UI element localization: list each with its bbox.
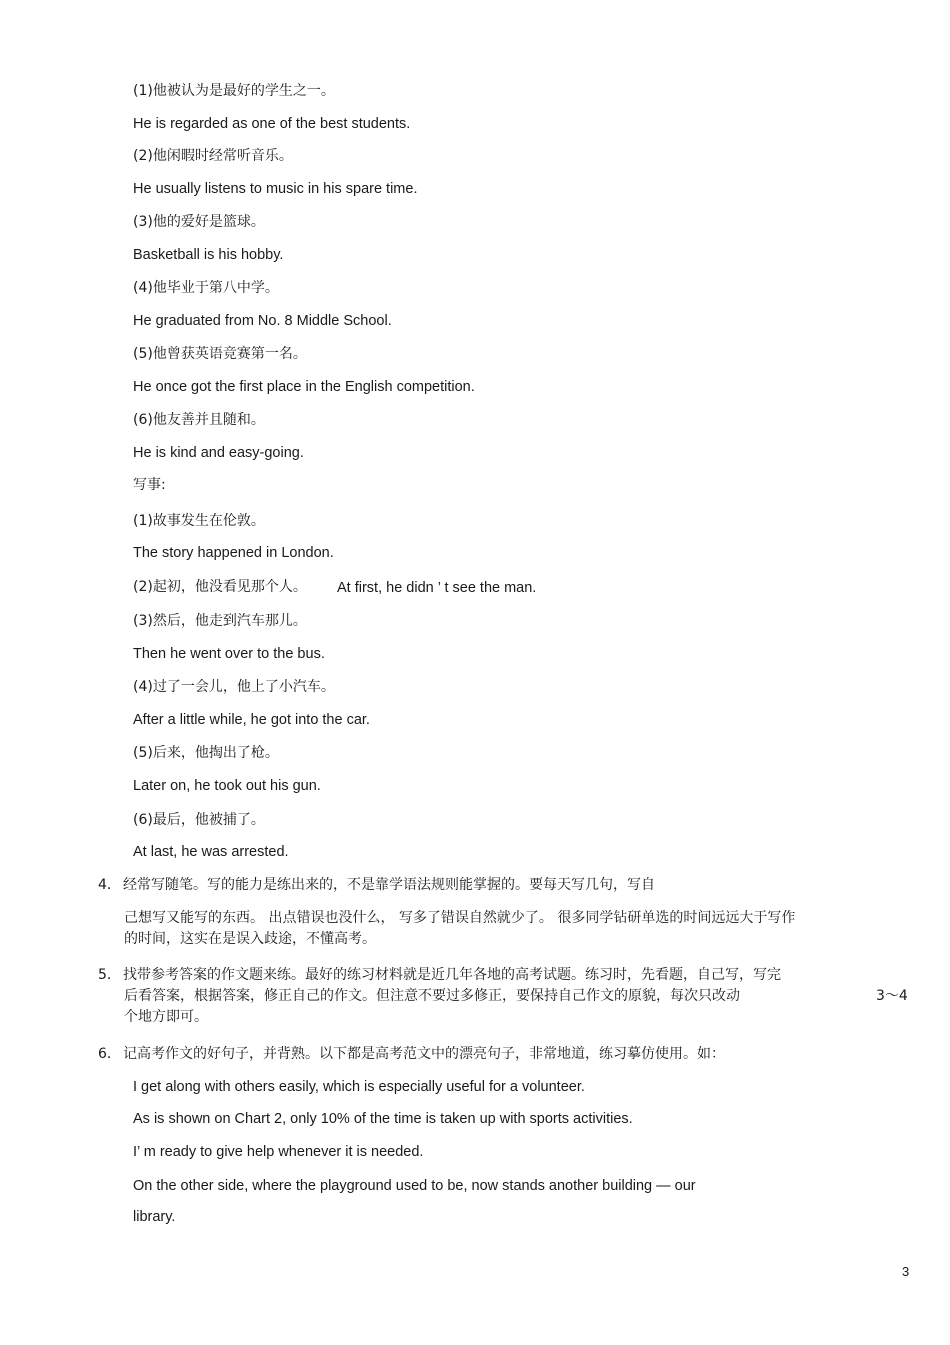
narrating-item-1-zh: (1)故事发生在伦敦。 xyxy=(133,513,265,529)
narrating-item-5-en: Later on, he took out his gun. xyxy=(133,778,321,794)
narrating-item-3-en: Then he went over to the bus. xyxy=(133,646,325,662)
page-number: 3 xyxy=(902,1264,910,1279)
person-item-5-zh: (5)他曾获英语竞赛第一名。 xyxy=(133,346,307,362)
tip-5-range: 3～4 xyxy=(876,988,908,1004)
example-sentence-2: As is shown on Chart 2, only 10% of the time is taken up with sports activities. xyxy=(133,1111,633,1127)
narrating-heading: 写事: xyxy=(133,477,166,493)
tip-4-number: 4． xyxy=(98,877,121,893)
example-sentence-1: I get along with others easily, which is especially useful for a volunteer. xyxy=(133,1079,585,1095)
example-sentence-4: On the other side, where the playground used to be, now stands another building — our xyxy=(133,1178,696,1194)
tip-5-line-2: 后看答案，根据答案，修正自己的作文。但注意不要过多修正，要保持自己作文的原貌，每次只改动 xyxy=(124,988,740,1004)
person-item-4-zh: (4)他毕业于第八中学。 xyxy=(133,280,279,296)
tip-5-line-1: 找带参考答案的作文题来练。最好的练习材料就是近几年各地的高考试题。练习时，先看题，自己写，写完 xyxy=(123,967,781,983)
narrating-item-1-en: The story happened in London. xyxy=(133,545,334,561)
narrating-item-6-en: At last, he was arrested. xyxy=(133,844,289,860)
person-item-3-zh: (3)他的爱好是篮球。 xyxy=(133,214,265,230)
narrating-item-5-zh: (5)后来，他掏出了枪。 xyxy=(133,745,279,761)
narrating-item-4-zh: (4)过了一会儿，他上了小汽车。 xyxy=(133,679,335,695)
tip-5-line-3: 个地方即可。 xyxy=(124,1009,208,1025)
narrating-item-6-zh: (6)最后，他被捕了。 xyxy=(133,812,265,828)
narrating-item-4-en: After a little while, he got into the car. xyxy=(133,712,370,728)
person-item-4-en: He graduated from No. 8 Middle School. xyxy=(133,313,392,329)
tip-6-number: 6． xyxy=(98,1046,121,1062)
tip-6-line-1: 记高考作文的好句子，并背熟。以下都是高考范文中的漂亮句子，非常地道，练习摹仿使用。如： xyxy=(123,1046,725,1062)
person-item-2-zh: (2)他闲暇时经常听音乐。 xyxy=(133,148,293,164)
example-sentence-5: library. xyxy=(133,1209,176,1225)
narrating-item-2-en: At first, he didn ’ t see the man. xyxy=(337,580,537,596)
person-item-2-en: He usually listens to music in his spare time. xyxy=(133,181,418,197)
narrating-item-3-zh: (3)然后，他走到汽车那儿。 xyxy=(133,613,307,629)
tip-5-number: 5． xyxy=(98,967,121,983)
person-item-1-zh: (1)他被认为是最好的学生之一。 xyxy=(133,83,335,99)
tip-4-line-3: 的时间，这实在是误入歧途，不懂高考。 xyxy=(124,931,376,947)
person-item-1-en: He is regarded as one of the best students. xyxy=(133,116,411,132)
narrating-item-2-zh: (2)起初，他没看见那个人。 xyxy=(133,579,307,595)
tip-4-line-2: 己想写又能写的东西。 出点错误也没什么， 写多了错误自然就少了。 很多同学钻研单选的时间远远大于写作 xyxy=(124,910,796,926)
person-item-5-en: He once got the first place in the English competition. xyxy=(133,379,475,395)
tip-4-line-1: 经常写随笔。写的能力是练出来的，不是靠学语法规则能掌握的。要每天写几句，写自 xyxy=(123,877,655,893)
example-sentence-3: I’ m ready to give help whenever it is needed. xyxy=(133,1144,424,1160)
person-item-6-en: He is kind and easy-going. xyxy=(133,445,304,461)
person-item-6-zh: (6)他友善并且随和。 xyxy=(133,412,265,428)
person-item-3-en: Basketball is his hobby. xyxy=(133,247,284,263)
